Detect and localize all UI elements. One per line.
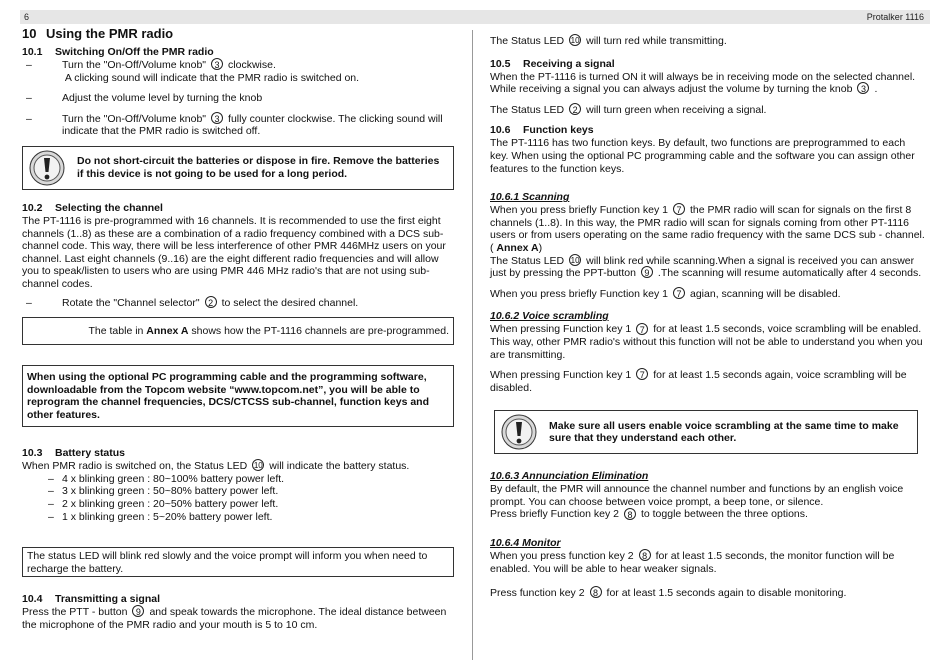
pc-programming-note-text: When using the optional PC programming cable and the programming software, downloadable from the Topcom website “www.topcom.net”, you will be able to reprogram the channel frequencies, DCS/CTCSS sub-channel, function keys and other features. [27,371,429,421]
page-header-bar [20,10,930,24]
receiving-led-text: The Status LED 2 will turn green when receiving a signal. [490,103,767,116]
battery-level-item: – 3 x blinking green : 50~80% battery power left. [48,485,279,498]
section-10-6-1-heading: 10.6.1 Scanning [490,191,570,204]
function-key-2-callout: 8 [590,586,602,598]
section-10-6-heading: 10.6 Function keys [490,124,594,137]
section-10-1-heading: 10.1 Switching On/Off the PMR radio [22,46,214,58]
right-column [490,35,926,600]
column-divider [472,30,473,660]
status-led-callout: 10 [253,461,263,471]
scrambling-paragraph-2: When pressing Function key 1 7 for at least 1.5 seconds again, voice scrambling will be disabled. [490,369,907,394]
channel-selector-step: – Rotate the "Channel selector" 2 to select the desired channel. [26,296,359,309]
receiving-line-1: When the PT-1116 is turned ON it will always be in receiving mode on the selected channel. [490,70,916,83]
ptt-button-callout: 9 [641,266,653,278]
page-number: 6 [24,12,30,22]
annex-note-box [22,317,454,345]
volume-knob-callout: 3 [211,58,223,70]
section-10-5-heading: 10.5 Receiving a signal [490,57,615,70]
scrambling-warning-box [494,410,918,454]
function-key-1-callout: 7 [673,203,685,215]
status-led-note-box [22,547,454,577]
warning-icon [29,150,65,186]
status-led-callout: 10 [570,36,580,46]
adjust-volume-step: – Adjust the volume level by turning the knob [26,92,263,105]
function-key-1-callout: 7 [636,368,648,380]
warning-icon [501,414,537,450]
scanning-paragraph-1: When you press briefly Function key 1 7 the PMR radio will scan for signals on the first 8 channels (1..8). In this way, the PMR radio will scan for signals coming from other PT-1116 users or from users operating on the same radio frequency with the same DCS sub - channel. ( Annex A) [490,204,925,254]
annunciation-paragraph-1: By default, the PMR will announce the channel number and functions by an english voice prompt. You can choose between voice prompt, a beep tone, or silence. [490,483,904,508]
annunciation-paragraph-2: Press briefly Function key 2 8 to toggle between the three options. [490,508,808,521]
function-keys-paragraph: The PT-1116 has two function keys. By default, two functions are preprogrammed to each key. When using the optional PC programming cable and the software you can assign other features to the function keys. [490,137,915,175]
volume-knob-callout: 3 [857,82,869,94]
function-key-2-callout: 8 [624,508,636,520]
product-name: Protalker 1116 [866,12,924,22]
battery-status-intro: When PMR radio is switched on, the Status LED 10 will indicate the battery status. [22,460,410,473]
function-key-1-callout: 7 [636,323,648,335]
battery-warning-box [22,146,454,190]
scanning-paragraph-2: The Status LED 10 will blink red while scanning.When a signal is received you can answer just by pressing the PPT-button 9 .The scanning will resume automatically after 4 seconds. [490,254,922,280]
annex-note-text: The table in Annex A shows how the PT-1116 channels are pre-programmed. [88,325,449,338]
scrambling-paragraph-1: When pressing Function key 1 7 for at least 1.5 seconds, voice scrambling will be enabled. This way, other PMR radio's without this function will not be able to understand you when you are transmitting. [490,323,923,361]
receiving-line-2: While receiving a signal you can always adjust the volume by turning the knob 3 . [490,83,878,96]
section-10-2-heading: 10.2 Selecting the channel [22,201,163,214]
switch-off-step: – Turn the "On-Off/Volume knob" 3 fully counter clockwise. The clicking sound will indicate that the PMR radio is switched off. [26,112,443,138]
battery-warning-text: Do not short-circuit the batteries or dispose in fire. Remove the batteries if this device is not going to be used for a long period. [77,155,440,180]
section-10-6-4-heading: 10.6.4 Monitor [490,537,561,550]
pc-programming-note-box [22,365,454,427]
channel-selector-callout: 2 [205,296,217,308]
battery-level-item: – 2 x blinking green : 20~50% battery power left. [48,497,279,510]
transmit-led-text: The Status LED 10 will turn red while transmitting. [490,35,727,47]
status-led-callout: 10 [570,255,580,265]
transmit-paragraph: Press the PTT - button 9 and speak towards the microphone. The ideal distance between the microphone of the PMR radio and your mouth is 5 to 10 cm. [22,606,447,631]
function-key-2-callout: 8 [639,549,651,561]
section-10-4-heading: 10.4 Transmitting a signal [22,593,161,606]
scanning-paragraph-3: When you press briefly Function key 1 7 agian, scanning will be disabled. [490,287,841,300]
section-10-heading: 10 Using the PMR radio [22,26,174,41]
left-column [22,26,454,631]
battery-level-item: – 4 x blinking green : 80~100% battery power left. [48,472,285,485]
switch-on-step: – Turn the "On-Off/Volume knob" 3 clockwise. A clicking sound will indicate that the PMR radio is switched on. [26,59,360,84]
volume-knob-callout: 3 [211,112,223,124]
ptt-button-callout: 9 [132,605,144,617]
section-10-3-heading: 10.3 Battery status [22,447,126,460]
section-10-6-2-heading: 10.6.2 Voice scrambling [490,310,609,323]
monitor-paragraph-2: Press function key 2 8 for at least 1.5 seconds again to disable monitoring. [490,587,847,600]
status-led-callout: 2 [569,103,581,115]
status-led-note-text: The status LED will blink red slowly and the voice prompt will inform you when need to recharge the battery. [27,550,428,575]
monitor-paragraph-1: When you press function key 2 8 for at least 1.5 seconds, the monitor function will be enabled. You will be able to hear weaker signals. [490,550,895,575]
scrambling-warning-text: Make sure all users enable voice scrambling at the same time to make sure that they understand each other. [549,419,899,445]
channel-paragraph: The PT-1116 is pre-programmed with 16 channels. It is recommended to use the first eight channels (1..8) as these are a combination of a radio frequency combined with a DCS sub-channel code. This way, there will be less interference of other PMR 446MHz users on your channel. Last eight channels (9..16) are the eight different radio frequencies and will allow you to speak/listen to users who are using PMR 446 MHz radio's that are not using sub-channel codes. [22,214,446,290]
function-key-1-callout: 7 [673,287,685,299]
battery-level-item: – 1 x blinking green : 5~20% battery power left. [48,510,273,523]
section-10-6-3-heading: 10.6.3 Annunciation Elimination [490,470,649,483]
